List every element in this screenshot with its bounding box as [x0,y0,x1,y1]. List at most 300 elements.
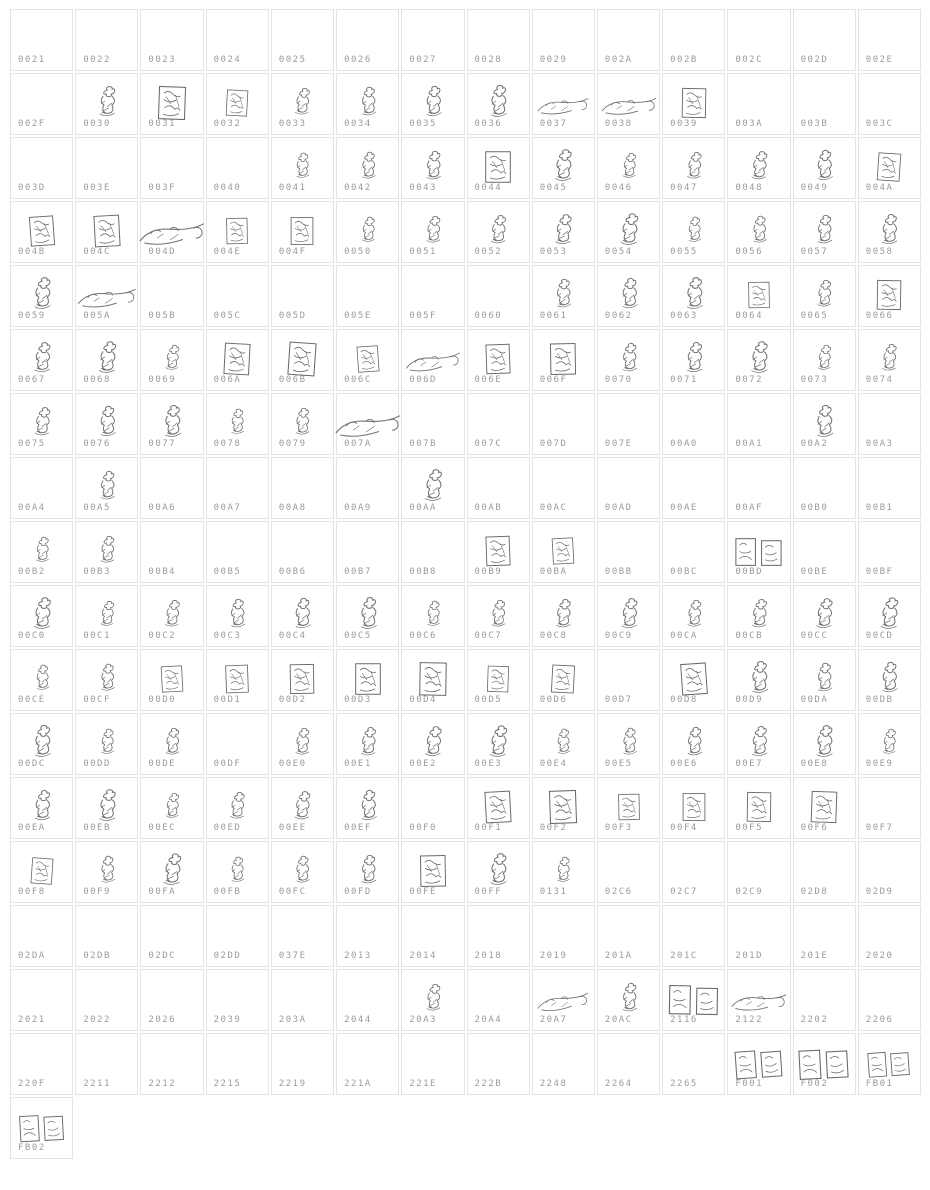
glyph-cell[interactable] [858,393,921,455]
glyph-cell[interactable] [467,905,530,967]
glyph-cell[interactable] [206,713,269,775]
glyph-cell[interactable] [793,713,856,775]
glyph-cell[interactable] [467,329,530,391]
glyph-cell[interactable] [727,457,790,519]
glyph-cell[interactable] [140,777,203,839]
glyph-cell[interactable] [662,137,725,199]
glyph-cell[interactable] [10,265,73,327]
glyph-cell[interactable] [271,201,334,263]
glyph-cell[interactable] [532,9,595,71]
glyph-cell[interactable] [140,9,203,71]
glyph-code-label: 00F5 [735,823,764,833]
glyph-cell[interactable] [271,73,334,135]
glyph-cell[interactable] [271,393,334,455]
glyph-cell[interactable] [10,201,73,263]
glyph-cell[interactable] [206,1033,269,1095]
glyph-cell[interactable] [401,969,464,1031]
glyph-cell[interactable] [793,969,856,1031]
glyph-code-label: 0074 [865,375,894,385]
glyph-cell[interactable] [75,1033,138,1095]
glyph-cell[interactable] [662,649,725,711]
glyph-cell[interactable] [858,649,921,711]
glyph-code-label: 221A [344,1079,372,1089]
glyph-sketch-icon [402,460,463,503]
glyph-cell[interactable] [532,521,595,583]
glyph-cell[interactable] [467,777,530,839]
glyph-cell[interactable] [597,73,660,135]
glyph-cell[interactable] [532,905,595,967]
glyph-cell[interactable] [662,777,725,839]
glyph-cell[interactable] [662,905,725,967]
glyph-sketch-icon [794,332,855,375]
glyph-cell[interactable] [858,201,921,263]
glyph-sketch-icon [141,76,202,119]
glyph-code-label: 00F2 [539,823,568,833]
glyph-cell[interactable] [336,393,399,455]
glyph-cell[interactable] [662,265,725,327]
glyph-cell[interactable] [401,9,464,71]
glyph-cell[interactable] [662,713,725,775]
glyph-cell[interactable] [727,585,790,647]
glyph-sketch-icon [598,716,659,759]
glyph-cell[interactable] [271,1033,334,1095]
glyph-sketch-icon [728,780,789,823]
glyph-cell[interactable] [75,969,138,1031]
glyph-cell[interactable] [271,265,334,327]
glyph-cell[interactable] [336,137,399,199]
glyph-cell[interactable] [401,201,464,263]
glyph-cell[interactable] [793,457,856,519]
glyph-sketch-icon [11,524,72,567]
glyph-cell[interactable] [858,1033,921,1095]
glyph-cell[interactable] [206,265,269,327]
glyph-cell[interactable] [140,585,203,647]
glyph-cell[interactable] [140,137,203,199]
glyph-cell[interactable] [10,905,73,967]
glyph-cell[interactable] [793,841,856,903]
glyph-cell[interactable] [75,777,138,839]
glyph-code-label: 00AE [670,503,698,513]
glyph-cell[interactable] [858,521,921,583]
glyph-cell[interactable] [75,521,138,583]
glyph-cell[interactable] [140,841,203,903]
glyph-cell[interactable] [140,329,203,391]
glyph-code-label: 0059 [18,311,46,321]
glyph-cell[interactable] [75,329,138,391]
glyph-cell[interactable] [336,73,399,135]
glyph-cell[interactable] [206,841,269,903]
glyph-cell[interactable] [10,777,73,839]
glyph-code-label: F001 [735,1079,764,1089]
glyph-cell[interactable] [727,137,790,199]
glyph-cell[interactable] [401,265,464,327]
glyph-code-label: 00E3 [474,759,503,769]
glyph-cell[interactable] [597,329,660,391]
glyph-cell[interactable] [727,521,790,583]
glyph-cell[interactable] [532,713,595,775]
glyph-cell[interactable] [793,1033,856,1095]
glyph-code-label: 0054 [604,247,633,257]
glyph-cell[interactable] [401,649,464,711]
glyph-code-label: 00B3 [83,567,111,577]
glyph-sketch-icon [11,396,72,439]
glyph-cell[interactable] [336,1033,399,1095]
glyph-cell[interactable] [271,521,334,583]
glyph-cell[interactable] [140,649,203,711]
glyph-cell[interactable] [727,265,790,327]
glyph-cell[interactable] [336,521,399,583]
glyph-cell[interactable] [206,521,269,583]
glyph-cell[interactable] [206,73,269,135]
glyph-cell[interactable] [597,713,660,775]
glyph-cell[interactable] [336,329,399,391]
glyph-cell[interactable] [597,393,660,455]
glyph-cell[interactable] [467,585,530,647]
glyph-cell[interactable] [467,521,530,583]
glyph-sketch-icon [272,140,333,183]
glyph-cell[interactable] [140,201,203,263]
glyph-cell[interactable] [467,649,530,711]
glyph-cell[interactable] [206,777,269,839]
glyph-cell[interactable] [140,265,203,327]
glyph-code-label: 0042 [344,183,372,193]
glyph-cell[interactable] [336,841,399,903]
glyph-cell[interactable] [662,393,725,455]
glyph-code-label: 0065 [800,311,829,321]
glyph-cell[interactable] [793,329,856,391]
glyph-cell[interactable] [727,73,790,135]
glyph-cell[interactable] [401,713,464,775]
glyph-cell[interactable] [467,201,530,263]
glyph-cell[interactable] [532,329,595,391]
glyph-cell[interactable] [401,329,464,391]
glyph-cell[interactable] [336,969,399,1031]
glyph-cell[interactable] [401,521,464,583]
glyph-cell[interactable] [271,713,334,775]
glyph-cell[interactable] [597,1033,660,1095]
glyph-cell[interactable] [336,265,399,327]
glyph-cell[interactable] [858,329,921,391]
glyph-cell[interactable] [206,9,269,71]
glyph-code-label: 20A3 [409,1015,437,1025]
glyph-cell[interactable] [727,905,790,967]
glyph-cell[interactable] [662,521,725,583]
glyph-sketch-icon [402,332,463,375]
glyph-cell[interactable] [206,137,269,199]
glyph-code-label: 02D9 [865,887,894,897]
glyph-code-label: 004F [278,247,307,257]
glyph-cell[interactable] [75,457,138,519]
glyph-sketch-icon [663,972,724,1015]
glyph-cell[interactable] [401,73,464,135]
glyph-cell[interactable] [532,585,595,647]
glyph-cell[interactable] [532,137,595,199]
glyph-cell[interactable] [532,841,595,903]
glyph-cell[interactable] [793,585,856,647]
glyph-cell[interactable] [858,969,921,1031]
glyph-cell[interactable] [727,393,790,455]
glyph-cell[interactable] [467,137,530,199]
glyph-cell[interactable] [467,265,530,327]
glyph-cell[interactable] [532,969,595,1031]
glyph-cell[interactable] [10,521,73,583]
glyph-cell[interactable] [401,457,464,519]
glyph-cell[interactable] [662,9,725,71]
glyph-cell[interactable] [140,713,203,775]
glyph-cell[interactable] [532,1033,595,1095]
glyph-cell[interactable] [10,137,73,199]
glyph-cell[interactable] [75,713,138,775]
glyph-code-label: 0071 [670,375,698,385]
glyph-cell[interactable] [532,457,595,519]
glyph-cell[interactable] [467,841,530,903]
glyph-cell[interactable] [662,841,725,903]
glyph-cell[interactable] [10,9,73,71]
glyph-cell[interactable] [532,201,595,263]
glyph-cell[interactable] [662,73,725,135]
glyph-cell[interactable] [793,905,856,967]
glyph-cell[interactable] [75,585,138,647]
glyph-code-label: 003E [83,183,111,193]
glyph-cell[interactable] [271,905,334,967]
glyph-cell[interactable] [532,393,595,455]
glyph-cell[interactable] [467,1033,530,1095]
glyph-cell[interactable] [858,9,921,71]
glyph-cell[interactable] [10,841,73,903]
glyph-cell[interactable] [793,9,856,71]
glyph-cell[interactable] [858,841,921,903]
glyph-cell[interactable] [75,393,138,455]
glyph-cell[interactable] [336,649,399,711]
glyph-cell[interactable] [10,1033,73,1095]
glyph-cell[interactable] [858,457,921,519]
glyph-cell[interactable] [140,969,203,1031]
glyph-code-label: 0029 [539,55,568,65]
glyph-code-label: 222B [474,1079,503,1089]
glyph-cell[interactable] [793,265,856,327]
glyph-cell[interactable] [271,649,334,711]
glyph-cell[interactable] [271,969,334,1031]
glyph-code-label: 003D [18,183,46,193]
glyph-code-label: 00C5 [344,631,372,641]
glyph-cell[interactable] [271,9,334,71]
glyph-cell[interactable] [10,969,73,1031]
glyph-cell[interactable] [662,329,725,391]
glyph-cell[interactable] [75,73,138,135]
glyph-cell[interactable] [727,329,790,391]
glyph-cell[interactable] [401,841,464,903]
glyph-cell[interactable] [10,713,73,775]
glyph-cell[interactable] [271,137,334,199]
glyph-cell[interactable] [75,265,138,327]
glyph-cell[interactable] [597,9,660,71]
glyph-cell[interactable] [140,905,203,967]
glyph-sketch-icon [468,76,529,119]
glyph-cell[interactable] [467,457,530,519]
glyph-cell[interactable] [336,201,399,263]
glyph-cell[interactable] [271,457,334,519]
glyph-cell[interactable] [336,905,399,967]
glyph-code-label: 00C9 [604,631,633,641]
glyph-cell[interactable] [858,265,921,327]
glyph-code-label: 0044 [474,183,503,193]
glyph-code-label: 00FC [278,887,307,897]
glyph-cell[interactable] [532,265,595,327]
glyph-cell[interactable] [75,137,138,199]
glyph-cell[interactable] [140,457,203,519]
glyph-cell[interactable] [858,777,921,839]
glyph-cell[interactable] [10,1097,73,1159]
glyph-cell[interactable] [336,777,399,839]
glyph-sketch-icon [402,204,463,247]
glyph-cell[interactable] [140,73,203,135]
glyph-code-label: 00D0 [148,695,177,705]
glyph-code-label: 00A9 [344,503,372,513]
glyph-cell[interactable] [858,137,921,199]
glyph-cell[interactable] [206,457,269,519]
glyph-cell[interactable] [10,457,73,519]
glyph-cell[interactable] [206,201,269,263]
glyph-code-label: 00CB [735,631,764,641]
glyph-cell[interactable] [271,777,334,839]
glyph-cell[interactable] [467,969,530,1031]
glyph-cell[interactable] [597,521,660,583]
glyph-cell[interactable] [271,585,334,647]
glyph-cell[interactable] [662,585,725,647]
glyph-sketch-icon [468,524,529,567]
glyph-cell[interactable] [401,1033,464,1095]
glyph-cell[interactable] [401,905,464,967]
glyph-cell[interactable] [75,201,138,263]
glyph-cell[interactable] [662,1033,725,1095]
glyph-cell[interactable] [336,713,399,775]
glyph-cell[interactable] [793,777,856,839]
glyph-cell[interactable] [467,9,530,71]
glyph-cell[interactable] [597,265,660,327]
glyph-sketch-icon [272,844,333,887]
glyph-cell[interactable] [75,649,138,711]
glyph-cell[interactable] [858,713,921,775]
glyph-cell[interactable] [10,73,73,135]
glyph-cell[interactable] [793,521,856,583]
glyph-cell[interactable] [597,649,660,711]
glyph-cell[interactable] [206,585,269,647]
glyph-cell[interactable] [10,329,73,391]
glyph-cell[interactable] [467,393,530,455]
glyph-cell[interactable] [10,585,73,647]
glyph-cell[interactable] [401,585,464,647]
glyph-cell[interactable] [858,585,921,647]
glyph-cell[interactable] [727,713,790,775]
glyph-cell[interactable] [206,969,269,1031]
glyph-cell[interactable] [597,201,660,263]
glyph-cell[interactable] [467,73,530,135]
glyph-cell[interactable] [597,585,660,647]
glyph-cell[interactable] [597,457,660,519]
glyph-cell[interactable] [793,649,856,711]
glyph-cell[interactable] [727,777,790,839]
glyph-cell[interactable] [206,649,269,711]
glyph-code-label: 0041 [278,183,307,193]
glyph-cell[interactable] [532,649,595,711]
glyph-sketch-icon [141,396,202,439]
glyph-sketch-icon [141,780,202,823]
glyph-cell[interactable] [727,649,790,711]
glyph-code-label: 02DC [148,951,177,961]
glyph-cell[interactable] [662,457,725,519]
glyph-cell[interactable] [140,1033,203,1095]
glyph-code-label: 00F6 [800,823,829,833]
glyph-cell[interactable] [597,137,660,199]
glyph-code-label: 00F7 [865,823,894,833]
glyph-code-label: 00E8 [800,759,829,769]
glyph-cell[interactable] [793,73,856,135]
glyph-sketch-icon [663,268,724,311]
glyph-cell[interactable] [75,9,138,71]
glyph-sketch-icon [11,204,72,247]
glyph-cell[interactable] [206,393,269,455]
glyph-cell[interactable] [271,329,334,391]
glyph-cell[interactable] [401,393,464,455]
glyph-cell[interactable] [793,393,856,455]
glyph-code-label: 02D8 [800,887,829,897]
glyph-sketch-icon [859,204,920,247]
glyph-cell[interactable] [140,521,203,583]
glyph-sketch-icon [272,76,333,119]
glyph-cell[interactable] [336,457,399,519]
glyph-cell[interactable] [662,969,725,1031]
glyph-code-label: 002B [670,55,698,65]
glyph-cell[interactable] [467,713,530,775]
glyph-cell[interactable] [662,201,725,263]
glyph-cell[interactable] [727,9,790,71]
glyph-cell[interactable] [10,649,73,711]
glyph-cell[interactable] [401,777,464,839]
glyph-cell[interactable] [597,777,660,839]
glyph-code-label: 00AB [474,503,503,513]
glyph-sketch-icon [402,844,463,887]
glyph-cell[interactable] [75,905,138,967]
glyph-cell[interactable] [858,73,921,135]
glyph-cell[interactable] [858,905,921,967]
glyph-cell[interactable] [727,1033,790,1095]
glyph-cell[interactable] [793,201,856,263]
glyph-code-label: 00AC [539,503,568,513]
glyph-cell[interactable] [727,201,790,263]
glyph-cell[interactable] [336,585,399,647]
glyph-cell[interactable] [206,905,269,967]
glyph-cell[interactable] [597,905,660,967]
glyph-cell[interactable] [271,841,334,903]
glyph-cell[interactable] [206,329,269,391]
glyph-sketch-icon [337,140,398,183]
glyph-cell[interactable] [597,841,660,903]
glyph-cell[interactable] [401,137,464,199]
glyph-cell[interactable] [140,393,203,455]
glyph-code-label: 00A4 [18,503,46,513]
glyph-cell[interactable] [75,841,138,903]
glyph-cell[interactable] [532,73,595,135]
glyph-cell[interactable] [727,841,790,903]
glyph-cell[interactable] [727,969,790,1031]
glyph-cell[interactable] [793,137,856,199]
glyph-cell[interactable] [336,9,399,71]
glyph-cell[interactable] [10,393,73,455]
glyph-cell[interactable] [532,777,595,839]
glyph-cell[interactable] [597,969,660,1031]
glyph-code-label: 00CE [18,695,46,705]
glyph-sketch-icon [337,844,398,887]
